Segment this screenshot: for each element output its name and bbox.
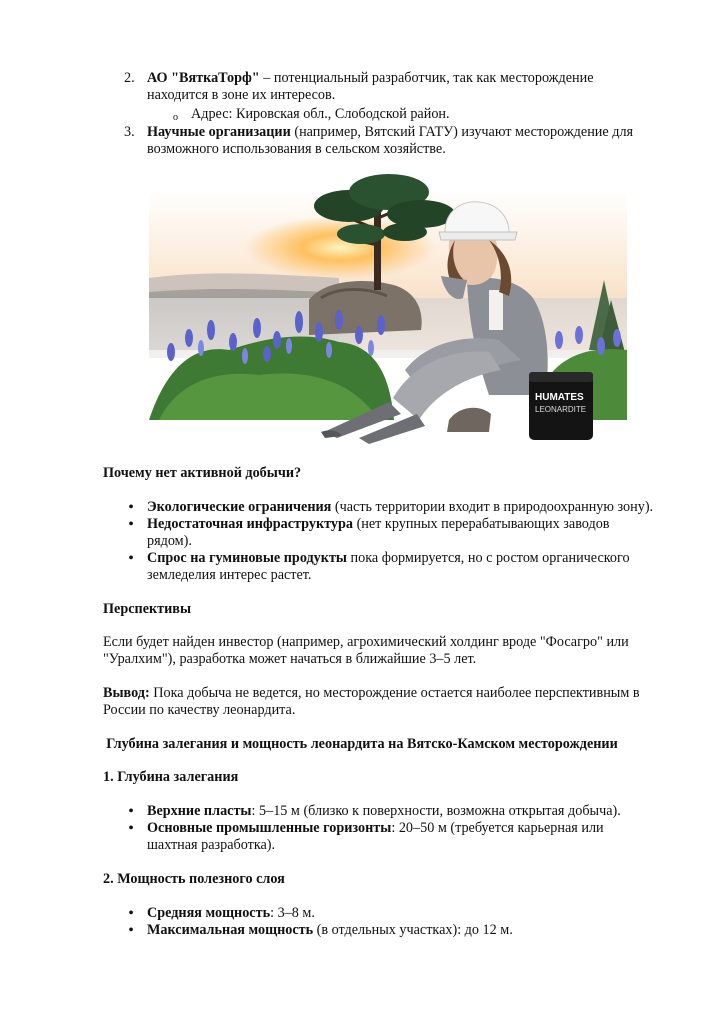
vyatkatorf-text: – потенциальный разработчик, так как месторождение xyxy=(259,70,594,86)
prospects-heading: Перспективы xyxy=(103,601,192,617)
why-item-demand-bold: Спрос на гуминовые продукты xyxy=(147,550,347,566)
bullet-icon xyxy=(127,499,135,517)
list-number-3: 3. xyxy=(124,124,135,140)
conclusion xyxy=(103,685,640,702)
why-item-ecology-text: (часть территории входит в природоохранную зону). xyxy=(331,499,654,515)
depth-item-main-bold: Основные промышленные горизонты xyxy=(147,820,392,836)
conclusion-bold: Вывод: xyxy=(103,685,150,701)
science-bold: Научные организации xyxy=(147,124,291,140)
circle-bullet-icon: o xyxy=(173,112,178,123)
conclusion-line2: России по качеству леонардита. xyxy=(103,702,296,718)
why-item-infrastructure-cont: рядом). xyxy=(147,533,192,549)
list-item-science xyxy=(147,124,633,141)
bullet-icon xyxy=(127,922,135,940)
why-item-infrastructure-bold: Недостаточная инфраструктура xyxy=(147,516,354,532)
thickness-item-max xyxy=(147,922,513,939)
section-title: Глубина залегания и мощность леонардита на Вятско-Камском месторождении xyxy=(106,736,618,752)
conclusion-line1: Пока добыча не ведется, но месторождение остается наиболее перспективным в xyxy=(149,685,640,701)
bullet-icon xyxy=(127,905,135,923)
depth-item-main xyxy=(147,820,604,837)
why-item-demand-cont: земледелия интерес растет. xyxy=(147,567,312,583)
prospects-line1: Если будет найден инвестор (например, агрохимический холдинг вроде "Фосагро" или xyxy=(103,634,629,650)
why-item-demand xyxy=(147,550,630,567)
vyatkatorf-bold: АО "ВяткаТорф" xyxy=(147,70,260,86)
thickness-item-max-bold: Максимальная мощность xyxy=(147,922,314,938)
thickness-heading: 2. Мощность полезного слоя xyxy=(103,871,285,887)
science-text: (например, Вятский ГАТУ) изучают месторождение для xyxy=(290,124,634,140)
why-item-demand-text: пока формируется, но с ростом органического xyxy=(347,550,630,566)
bullet-icon xyxy=(127,803,135,821)
vyatkatorf-text-cont: находится в зоне их интересов. xyxy=(147,87,336,103)
thickness-item-average-text: : 3–8 м. xyxy=(270,905,315,921)
depth-item-main-cont: шахтная разработка). xyxy=(147,837,276,853)
jar-label-line1: HUMATES xyxy=(535,392,584,403)
thickness-item-average xyxy=(147,905,315,922)
science-text-cont: возможного использования в сельском хозяйстве. xyxy=(147,141,446,157)
address-text: Адрес: Кировская обл., Слободской район. xyxy=(191,106,450,122)
depth-item-upper-bold: Верхние пласты xyxy=(147,803,252,819)
illustration-svg xyxy=(149,170,627,448)
list-item-vyatkatorf xyxy=(147,70,594,87)
why-item-ecology-bold: Экологические ограничения xyxy=(147,499,332,515)
depth-item-main-text: : 20–50 м (требуется карьерная или xyxy=(391,820,604,836)
depth-item-upper xyxy=(147,803,621,820)
why-item-infrastructure-text: (нет крупных перерабатывающих заводов xyxy=(353,516,610,532)
thickness-item-average-bold: Средняя мощность xyxy=(147,905,271,921)
bullet-icon xyxy=(127,820,135,838)
why-item-ecology xyxy=(147,499,653,516)
thickness-item-max-text: (в отдельных участках): до 12 м. xyxy=(313,922,513,938)
depth-heading: 1. Глубина залегания xyxy=(103,769,239,785)
why-item-infrastructure xyxy=(147,516,610,533)
bullet-icon xyxy=(127,516,135,534)
bullet-icon xyxy=(127,550,135,568)
prospects-line2: "Уралхим"), разработка может начаться в ближайшие 3–5 лет. xyxy=(103,651,477,667)
list-number-2: 2. xyxy=(124,70,135,86)
illustration-woman-helmet-tree xyxy=(149,170,627,448)
depth-item-upper-text: : 5–15 м (близко к поверхности, возможна открытая добыча). xyxy=(251,803,621,819)
why-heading: Почему нет активной добычи? xyxy=(103,465,302,481)
jar-label-line2: LEONARDITE xyxy=(535,405,587,414)
